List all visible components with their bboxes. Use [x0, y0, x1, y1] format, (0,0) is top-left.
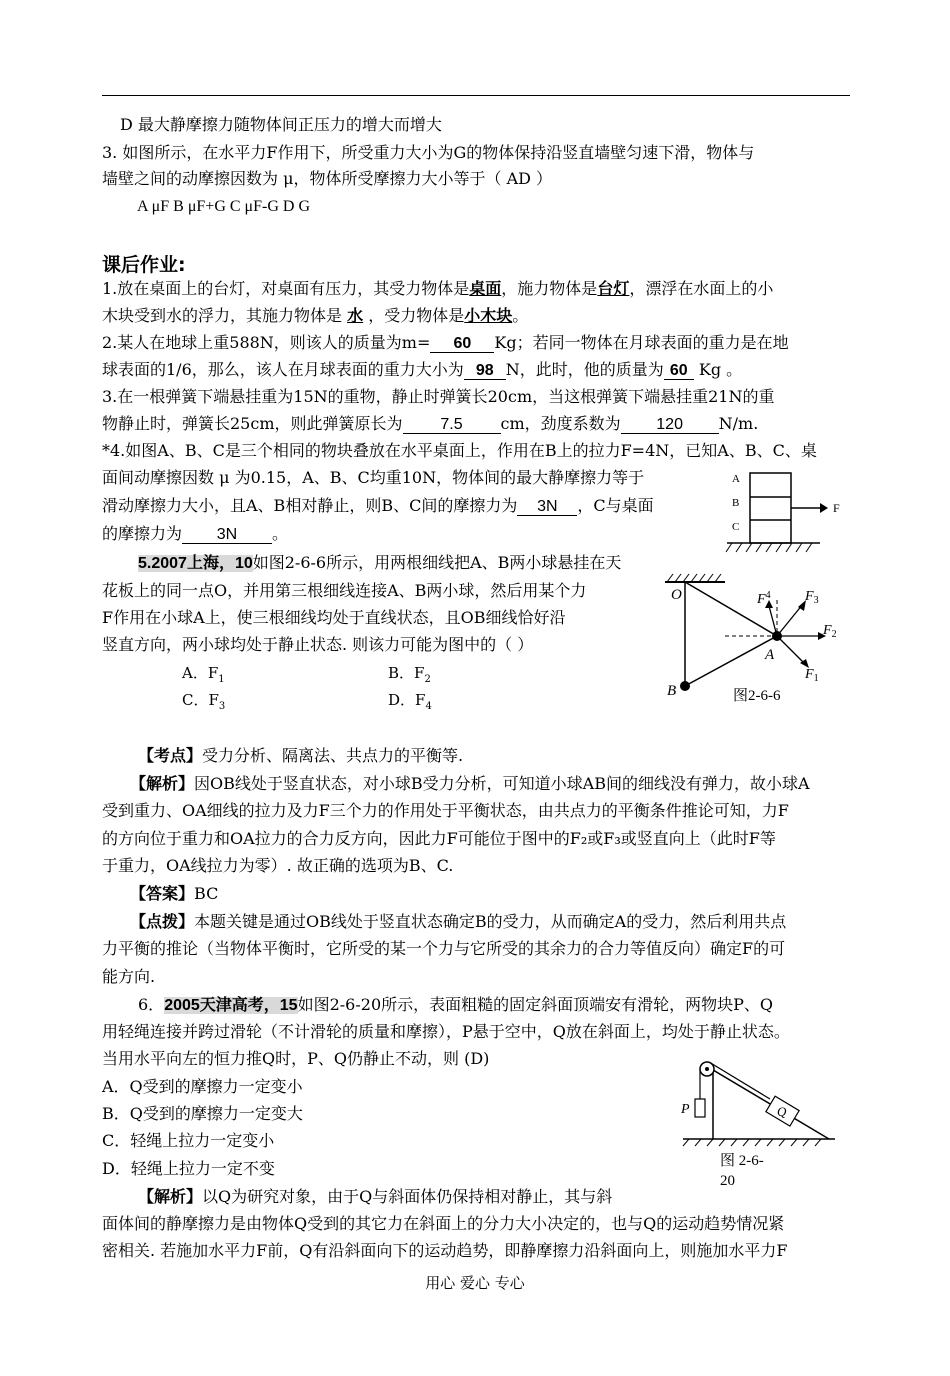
- q3-options: A μF B μF+G C μF-G D G: [137, 198, 311, 215]
- hw-q2-line-1: 2.某人在地球上重588N，则该人的质量为m= 60 Kg；若同一物体在月球表面的重力是在地: [102, 333, 789, 352]
- block-q: [766, 1096, 800, 1126]
- string-ab: [685, 636, 777, 686]
- page-footer: 用心 爱心 专心: [425, 1274, 525, 1292]
- force-f4-label: $F^4$: [757, 590, 771, 607]
- q5-line-2: 花板上的同一点O，并用第三根细线连接A、B两小球，然后用某个力: [102, 581, 587, 600]
- hw-q1-line-1: 1.放在桌面上的台灯，对桌面有压力，其受力物体是桌面，施力物体是台灯，漂浮在水面上的小: [102, 279, 774, 298]
- answer-4: 小木块: [464, 306, 513, 325]
- string-oa: [685, 582, 777, 636]
- block-a-label: A: [732, 473, 740, 485]
- figure-2-6-20: [675, 1052, 845, 1187]
- q5-line-3: F作用在小球A上，使三根细线均处于直线状态，且OB细线恰好沿: [102, 608, 566, 627]
- q5-option-c: C．$F_3$: [182, 691, 226, 712]
- force-vectors: [769, 604, 821, 664]
- answer-2: 台灯: [597, 279, 630, 298]
- force-f1-label: $F_1$: [805, 667, 819, 684]
- header-rule: [102, 95, 850, 96]
- q6-option-b: B．Q受到的摩擦力一定变大: [102, 1104, 303, 1123]
- block-q-label: Q: [777, 1104, 787, 1119]
- q5-kaodian: 【考点】受力分析、隔离法、共点力的平衡等.: [138, 746, 464, 765]
- option-d-text: D 最大静摩擦力随物体间正压力的增大而增大: [120, 115, 442, 134]
- block-stack: [750, 473, 791, 543]
- hw-q2-line-2: 球表面的1/6，那么，该人在月球表面的重力大小为 98 N，此时，他的质量为 60 Kg 。: [102, 360, 743, 379]
- answer-mass: 60: [430, 335, 494, 353]
- q5-jiexi-1: 【解析】因OB线处于竖直状态，对小球B受力分析，可知道小球AB间的细线没有弹力，故小球A: [130, 774, 810, 793]
- figure-caption-line-1: 图 2-6-: [720, 1153, 764, 1169]
- q6-source: 2005天津高考，15: [164, 997, 298, 1014]
- q6-option-c: C．轻绳上拉力一定变小: [102, 1131, 275, 1150]
- arrow-head-icon: [765, 600, 773, 608]
- hw-q4-line-1: *4.如图A、B、C是三个相同的物块叠放在水平桌面上，作用在B上的拉力F=4N，已知A、B、C、桌: [102, 441, 817, 460]
- answer-ground-friction: 3N: [182, 526, 272, 544]
- figure-2-6-6: [655, 570, 850, 710]
- force-f-label: F: [833, 501, 840, 515]
- block-b-label: B: [732, 497, 740, 509]
- q5-option-b: B．$F_2$: [388, 664, 431, 685]
- answer-3: 水: [347, 306, 364, 325]
- q6-line-3: 当用水平向左的恒力推Q时，P、Q仍静止不动，则 (D): [102, 1049, 490, 1068]
- answer-length: 7.5: [403, 416, 501, 434]
- rope-incline: [709, 1062, 770, 1099]
- hw-q4-line-4: 的摩擦力为 3N 。: [102, 524, 289, 543]
- force-f3-label: $F_3$: [805, 589, 819, 606]
- q5-line-1: 5.2007上海，10如图2-6-6所示，用两根细线把A、B两小球悬挂在天: [138, 553, 622, 572]
- q3-line-1: 3. 如图所示，在水平力F作用下，所受重力大小为G的物体保持沿竖直墙壁匀速下滑，物体与: [102, 143, 755, 162]
- force-f2-label: $F_2$: [823, 623, 837, 640]
- ball-b-label: B: [667, 683, 677, 699]
- q6-line-2: 用轻绳连接并跨过滑轮（不计滑轮的质量和摩擦），P悬于空中，Q放在斜面上，均处于静止状态。: [102, 1022, 790, 1041]
- arrow-head-icon: [820, 503, 828, 513]
- hw-q1-line-2: 木块受到水的浮力，其施力物体是 水 ，受力物体是小木块。: [102, 306, 529, 325]
- answer-moon-mass: 60: [664, 362, 694, 380]
- hw-q4-line-3: 滑动摩擦力大小，且A、B相对静止，则B、C间的摩擦力为 3N ，C与桌面: [102, 496, 654, 515]
- hw-q3-line-1: 3.在一根弹簧下端悬挂重为15N的重物，静止时弹簧长20cm，当这根弹簧下端悬挂重21N的重: [102, 387, 775, 406]
- q6-jiexi-1: 【解析】以Q为研究对象，由于Q与斜面体仍保持相对静止，其与斜: [138, 1187, 613, 1206]
- q5-line-4: 竖直方向，两小球均处于静止状态. 则该力可能为图中的（ ）: [102, 635, 534, 654]
- answer-bc-friction: 3N: [517, 498, 577, 516]
- q6-option-d: D．轻绳上拉力一定不变: [102, 1159, 275, 1178]
- ground-hatch: [726, 543, 812, 552]
- ball-b: [680, 681, 690, 691]
- q6-line-1: 6．2005天津高考，15如图2-6-20所示，表面粗糙的固定斜面顶端安有滑轮，两物块P、Q: [138, 995, 774, 1014]
- ceiling-hatch: [667, 574, 721, 582]
- q5-answer: 【答案】BC: [130, 884, 219, 903]
- point-o-label: O: [671, 587, 682, 603]
- figure-caption: 图2-6-6: [733, 688, 781, 704]
- ground-hatch: [683, 1139, 821, 1146]
- q3-line-2: 墙壁之间的动摩擦因数为 μ，物体所受摩擦力大小等于（ AD ）: [102, 169, 553, 188]
- q5-jiexi-2: 受到重力、OA细线的拉力及力F三个力的作用处于平衡状态，由共点力的平衡条件推论可知，力F: [102, 801, 789, 820]
- block-p: [695, 1099, 705, 1117]
- q5-dianbo-2: 力平衡的推论（当物体平衡时，它所受的某一个力与它所受的其余力的合力等值反向）确定F的可: [102, 939, 786, 958]
- q5-option-d: D．$F_4$: [388, 691, 432, 712]
- q6-option-a: A．Q受到的摩擦力一定变小: [102, 1077, 303, 1096]
- q5-dianbo-1: 【点拨】本题关键是通过OB线处于竖直状态确定B的受力，从而确定A的受力，然后利用共点: [130, 912, 787, 931]
- q5-option-a: A．$F_1$: [182, 664, 225, 685]
- block-c-label: C: [732, 521, 740, 533]
- stacked-blocks-figure: [722, 470, 857, 560]
- q5-jiexi-4: 于重力，OA线拉力为零）. 故正确的选项为B、C.: [102, 856, 454, 875]
- block-p-label: P: [681, 1102, 690, 1117]
- q5-source: 5.2007上海，10: [138, 555, 253, 572]
- answer-1: 桌面: [469, 279, 502, 298]
- hw-q4-line-2: 面间动摩擦因数 μ 为0.15，A、B、C均重10N，物体间的最大静摩擦力等于: [102, 468, 645, 487]
- figure-caption-line-2: 20: [720, 1173, 735, 1187]
- hw-q3-line-2: 物静止时，弹簧长25cm，则此弹簧原长为 7.5 cm，劲度系数为 120 N/m.: [102, 414, 759, 433]
- q5-jiexi-3: 的方向位于重力和OA拉力的合力反方向，因此力F可能位于图中的F₂或F₃或竖直向上（此时F等: [102, 829, 776, 848]
- q6-jiexi-3: 密相关. 若施加水平力F前，Q有沿斜面向下的运动趋势，即静摩擦力沿斜面向上，则施加水平力F: [102, 1241, 788, 1260]
- q5-dianbo-3: 能方向.: [102, 967, 156, 986]
- ball-a-label: A: [765, 647, 775, 663]
- homework-heading: 课后作业:: [102, 254, 186, 276]
- pulley-axle: [705, 1067, 709, 1071]
- answer-stiffness: 120: [621, 416, 719, 434]
- answer-moon-weight: 98: [464, 362, 506, 380]
- q6-jiexi-2: 面体间的静摩擦力是由物体Q受到的其它力在斜面上的分力大小决定的，也与Q的运动趋势情况紧: [102, 1214, 785, 1233]
